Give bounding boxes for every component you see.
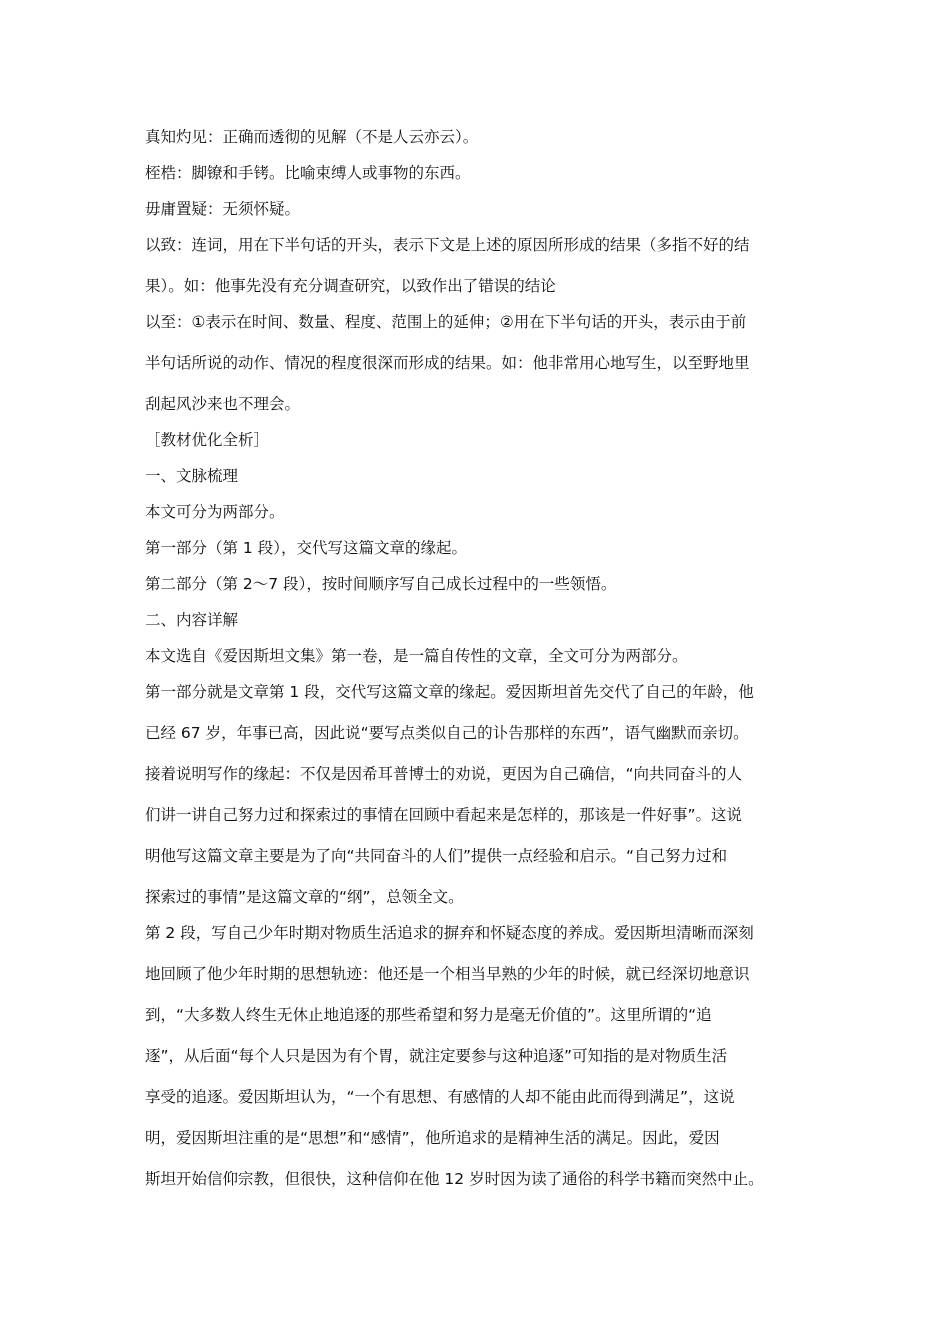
- text-line: 第一部分就是文章第 1 段，交代写这篇文章的缘起。爱因斯坦首先交代了自己的年龄，他: [145, 683, 754, 701]
- text-line: 以至：①表示在时间、数量、程度、范围上的延伸；②用在下半句话的开头，表示由于前: [145, 313, 747, 331]
- text-line: 探索过的事情”是这篇文章的“纲”，总领全文。: [145, 888, 464, 906]
- text-line: 斯坦开始信仰宗教，但很快，这种信仰在他 12 岁时因为读了通俗的科学书籍而突然中止。: [145, 1170, 764, 1188]
- text-line: 明，爱因斯坦注重的是“思想”和“感情”，他所追求的是精神生活的满足。因此，爱因: [145, 1129, 720, 1147]
- text-line: 毋庸置疑：无须怀疑。: [145, 200, 301, 218]
- text-line: 半句话所说的动作、情况的程度很深而形成的结果。如：他非常用心地写生，以至野地里: [145, 354, 750, 372]
- text-line: 本文选自《爱因斯坦文集》第一卷，是一篇自传性的文章，全文可分为两部分。: [145, 647, 688, 665]
- text-line: 桎梏：脚镣和手铐。比喻束缚人或事物的东西。: [145, 164, 471, 182]
- section-heading: 二、内容详解: [145, 611, 239, 629]
- text-line: 刮起风沙来也不理会。: [145, 395, 301, 413]
- text-line: 第二部分（第 2～7 段），按时间顺序写自己成长过程中的一些领悟。: [145, 575, 617, 593]
- text-line: 们讲一讲自己努力过和探索过的事情在回顾中看起来是怎样的，那该是一件好事”。这说: [145, 806, 743, 824]
- section-heading: 一、文脉梳理: [145, 467, 239, 485]
- text-line: 真知灼见：正确而透彻的见解（不是人云亦云）。: [145, 128, 479, 146]
- text-line: 第一部分（第 1 段），交代写这篇文章的缘起。: [145, 539, 467, 557]
- section-heading: ［教材优化全析］: [145, 431, 270, 449]
- text-line: 本文可分为两部分。: [145, 503, 285, 521]
- text-line: 到，“大多数人终生无休止地追逐的那些希望和努力是毫无价值的”。这里所谓的“追: [145, 1006, 712, 1024]
- text-line: 果）。如：他事先没有充分调查研究，以致作出了错误的结论: [145, 277, 556, 295]
- text-line: 已经 67 岁，年事已高，因此说“要写点类似自己的讣告那样的东西”，语气幽默而亲切。: [145, 724, 749, 742]
- text-line: 逐”，从后面“每个人只是因为有个胃，就注定要参与这种追逐”可知指的是对物质生活: [145, 1047, 728, 1065]
- text-line: 享受的追逐。爱因斯坦认为，“一个有思想、有感情的人却不能由此而得到满足”，这说: [145, 1088, 735, 1106]
- text-line: 以致：连词，用在下半句话的开头，表示下文是上述的原因所形成的结果（多指不好的结: [145, 236, 750, 254]
- text-line: 地回顾了他少年时期的思想轨迹：他还是一个相当早熟的少年的时候，就已经深切地意识: [145, 965, 750, 983]
- text-line: 第 2 段，写自己少年时期对物质生活追求的摒弃和怀疑态度的养成。爱因斯坦清晰而深刻: [145, 924, 754, 942]
- text-line: 接着说明写作的缘起：不仅是因希耳普博士的劝说，更因为自己确信，“向共同奋斗的人: [145, 765, 743, 783]
- text-line: 明他写这篇文章主要是为了向“共同奋斗的人们”提供一点经验和启示。“自己努力过和: [145, 847, 728, 865]
